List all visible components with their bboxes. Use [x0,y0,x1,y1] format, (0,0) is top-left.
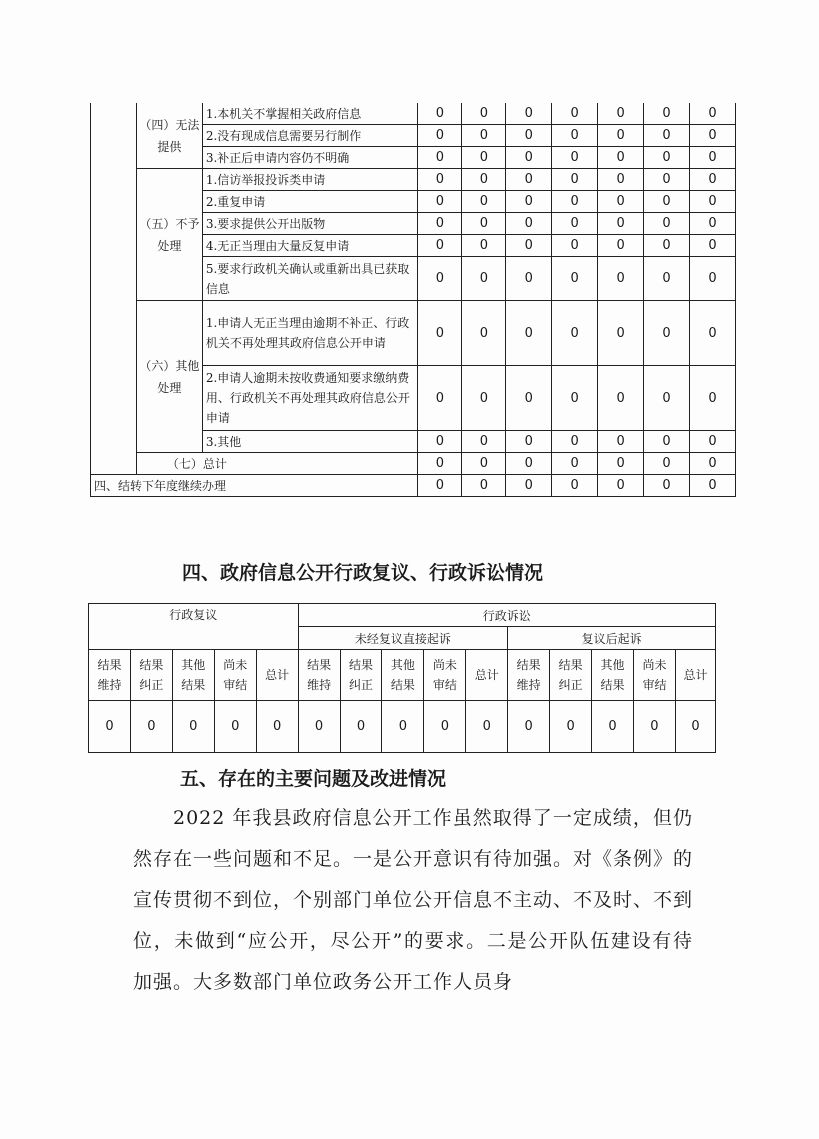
value-cell: 0 [462,475,506,497]
item-label: 1.信访举报投诉类申请 [202,169,418,191]
value-cell: 0 [462,103,506,125]
review-litigation-table [88,603,716,753]
item-label: 4.无正当理由大量反复申请 [202,235,418,257]
value-cell: 0 [644,125,690,147]
value-cell: 0 [690,431,736,453]
value-cell: 0 [598,301,644,366]
value-cell: 0 [172,701,214,753]
value-cell: 0 [418,191,462,213]
section5-title: 五、存在的主要问题及改进情况 [180,768,447,790]
column-header: 尚未审结 [633,650,675,701]
paragraph-text: 2022 年我县政府信息公开工作虽然取得了一定成绩，但仍然存在一些问题和不足。一是公开意识有待加强。对《条例》的宣传贯彻不到位，个别部门单位公开信息不主动、不及时、不到位，未做到“应公开，尽公开”的要求。二是公开队伍建设有待加强。大多数部门单位政务公开工作人员身 [133,807,694,993]
value-cell: 0 [690,366,736,431]
value-cell: 0 [552,169,598,191]
value-cell: 0 [644,169,690,191]
value-cell: 0 [418,235,462,257]
application-handling-table [90,103,736,497]
value-cell: 0 [298,701,340,753]
value-cell: 0 [418,213,462,235]
value-cell: 0 [598,257,644,301]
value-cell: 0 [506,147,552,169]
value-cell: 0 [690,103,736,125]
item-label: 2.重复申请 [202,191,418,213]
value-cell: 0 [552,257,598,301]
value-cell: 0 [214,701,256,753]
value-cell: 0 [598,213,644,235]
value-cell: 0 [644,475,690,497]
value-cell: 0 [690,147,736,169]
section4-title: 四、政府信息公开行政复议、行政诉讼情况 [182,562,544,584]
value-cell: 0 [598,431,644,453]
value-cell: 0 [644,235,690,257]
column-header: 其他结果 [382,650,424,701]
column-header: 结果纠正 [130,650,172,701]
after-header: 复议后起诉 [508,627,716,650]
column-header: 尚未审结 [424,650,466,701]
value-cell: 0 [418,103,462,125]
blank-cell [91,103,137,475]
value-cell: 0 [690,191,736,213]
table-row [91,103,736,125]
value-cell: 0 [598,453,644,475]
value-cell: 0 [550,701,592,753]
table-row [91,169,736,191]
value-cell: 0 [552,103,598,125]
value-cell: 0 [598,366,644,431]
value-cell: 0 [690,475,736,497]
item-label: 3.补正后申请内容仍不明确 [202,147,418,169]
value-cell: 0 [506,453,552,475]
value-cell: 0 [644,257,690,301]
value-cell: 0 [466,701,508,753]
item-label: 1.本机关不掌握相关政府信息 [202,103,418,125]
value-cell: 0 [462,453,506,475]
value-cell: 0 [598,169,644,191]
value-cell: 0 [418,125,462,147]
value-cell: 0 [462,366,506,431]
table-row [91,301,736,366]
value-cell: 0 [598,125,644,147]
column-header: 结果维持 [89,650,131,701]
column-header: 结果纠正 [340,650,382,701]
header-row [89,604,716,627]
value-cell: 0 [552,191,598,213]
item-label: 2.没有现成信息需要另行制作 [202,125,418,147]
value-cell: 0 [462,257,506,301]
table-row [91,453,736,475]
review-header: 行政复议 [89,604,299,650]
value-cell: 0 [552,453,598,475]
value-cell: 0 [552,301,598,366]
value-cell: 0 [418,169,462,191]
value-cell: 0 [598,191,644,213]
value-cell: 0 [506,475,552,497]
item-label: 2.申请人逾期未按收费通知要求缴纳费用、行政机关不再处理其政府信息公开申请 [202,366,418,431]
value-cell: 0 [462,431,506,453]
value-cell: 0 [552,125,598,147]
value-cell: 0 [644,213,690,235]
value-cell: 0 [424,701,466,753]
group-label: （六）其他处理 [136,301,202,453]
value-cell: 0 [506,125,552,147]
litigation-header: 行政诉讼 [298,604,715,627]
value-cell: 0 [418,431,462,453]
value-cell: 0 [340,701,382,753]
value-cell: 0 [690,213,736,235]
item-label: 3.要求提供公开出版物 [202,213,418,235]
value-cell: 0 [644,147,690,169]
value-cell: 0 [644,431,690,453]
value-cell: 0 [506,235,552,257]
value-cell: 0 [418,147,462,169]
column-header: 结果纠正 [550,650,592,701]
table-row [91,475,736,497]
column-header: 总计 [256,650,298,701]
value-cell: 0 [690,257,736,301]
value-cell: 0 [462,213,506,235]
carry-label: 四、结转下年度继续办理 [91,475,418,497]
value-cell: 0 [552,366,598,431]
value-cell: 0 [462,169,506,191]
value-cell: 0 [506,103,552,125]
value-cell: 0 [462,147,506,169]
value-cell: 0 [690,235,736,257]
value-cell: 0 [506,213,552,235]
value-cell: 0 [644,366,690,431]
value-cell: 0 [418,257,462,301]
value-cell: 0 [418,453,462,475]
value-cell: 0 [382,701,424,753]
value-cell: 0 [418,366,462,431]
value-cell: 0 [644,103,690,125]
item-label: 1.申请人无正当理由逾期不补正、行政机关不再处理其政府信息公开申请 [202,301,418,366]
value-cell: 0 [690,301,736,366]
total-label: （七）总计 [136,453,418,475]
value-cell: 0 [690,169,736,191]
value-cell: 0 [598,103,644,125]
value-cell: 0 [462,191,506,213]
value-cell: 0 [418,475,462,497]
item-label: 5.要求行政机关确认或重新出具已获取信息 [202,257,418,301]
column-header: 总计 [675,650,715,701]
column-header: 结果维持 [298,650,340,701]
value-cell: 0 [552,475,598,497]
item-label: 3.其他 [202,431,418,453]
value-cell: 0 [598,147,644,169]
value-cell: 0 [506,169,552,191]
value-cell: 0 [644,453,690,475]
value-cell: 0 [552,235,598,257]
value-cell: 0 [130,701,172,753]
group-label: （四）无法提供 [136,103,202,169]
value-cell: 0 [462,235,506,257]
column-header: 其他结果 [592,650,634,701]
value-cell: 0 [506,257,552,301]
value-cell: 0 [462,125,506,147]
value-cell: 0 [690,453,736,475]
value-cell: 0 [418,301,462,366]
value-row [89,701,716,753]
column-header: 其他结果 [172,650,214,701]
group-label: （五）不予处理 [136,169,202,301]
column-header: 结果维持 [508,650,550,701]
value-cell: 0 [552,147,598,169]
value-cell: 0 [633,701,675,753]
value-cell: 0 [462,301,506,366]
value-cell: 0 [690,125,736,147]
column-header: 总计 [466,650,508,701]
value-cell: 0 [598,235,644,257]
problems-paragraph [133,798,693,1003]
value-cell: 0 [506,191,552,213]
value-cell: 0 [506,366,552,431]
value-cell: 0 [506,301,552,366]
value-cell: 0 [506,431,552,453]
value-cell: 0 [508,701,550,753]
value-cell: 0 [592,701,634,753]
subheader-row [89,650,716,701]
value-cell: 0 [675,701,715,753]
value-cell: 0 [89,701,131,753]
value-cell: 0 [644,301,690,366]
value-cell: 0 [256,701,298,753]
direct-header: 未经复议直接起诉 [298,627,508,650]
value-cell: 0 [552,431,598,453]
value-cell: 0 [598,475,644,497]
column-header: 尚未审结 [214,650,256,701]
value-cell: 0 [644,191,690,213]
value-cell: 0 [552,213,598,235]
